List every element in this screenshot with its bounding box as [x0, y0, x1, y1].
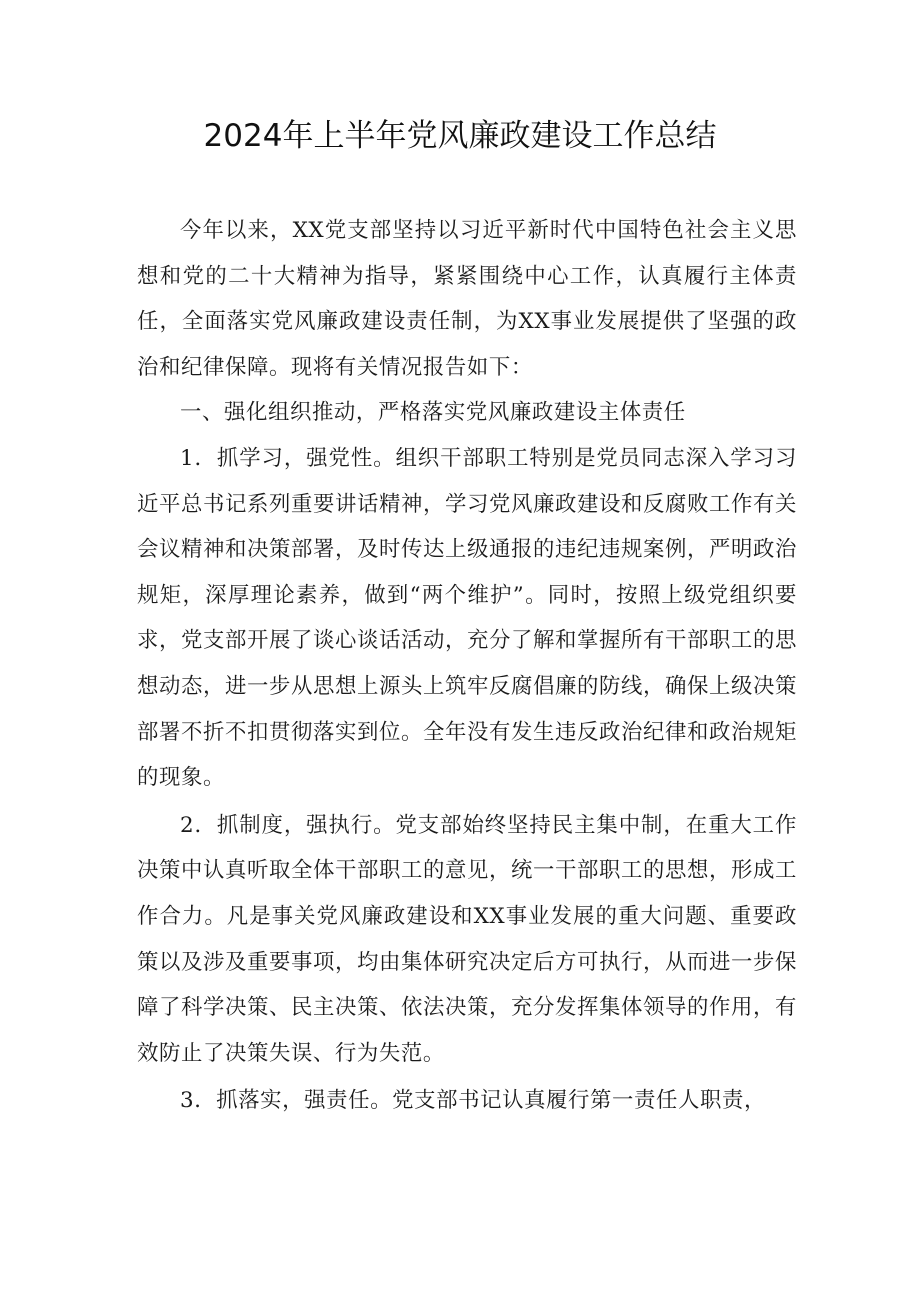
paragraph-item-2: 2．抓制度，强执行。党支部始终坚持民主集中制，在重大工作决策中认真听取全体干部职工的意见，统一干部职工的思想，形成工作合力。凡是事关党风廉政建设和XX事业发展的重大问题、重要政策以及涉及重要事项，均由集体研究决定后方可执行，从而进一步保障了科学决策、民主决策、依法决策，充分发挥集体领导的作用，有效防止了决策失误、行为失范。: [137, 812, 797, 1066]
paragraph-item-3: 3．抓落实，强责任。党支部书记认真履行第一责任人职责，: [180, 1088, 766, 1114]
paragraph-item-1: 1．抓学习，强党性。组织干部职工特别是党员同志深入学习习近平总书记系列重要讲话精神，学习党风廉政建设和反腐败工作有关会议精神和决策部署，及时传达上级通报的违纪违规案例，严明政治规矩，深厚理论素养，做到“两个维护”。同时，按照上级党组织要求，党支部开展了谈心谈话活动，充分了解和掌握所有干部职工的思想动态，进一步从思想上源头上筑牢反腐倡廉的防线，确保上级决策部署不折不扣贯彻落实到位。全年没有发生违反政治纪律和政治规矩的现象。: [137, 445, 797, 791]
document-body: [137, 208, 797, 1124]
paragraph-intro: 今年以来，XX党支部坚持以习近平新时代中国特色社会主义思想和党的二十大精神为指导，紧紧围绕中心工作，认真履行主体责任，全面落实党风廉政建设责任制，为XX事业发展提供了坚强的政治和纪律保障。现将有关情况报告如下：: [137, 218, 797, 380]
section-heading-1: 一、强化组织推动，严格落实党风廉政建设主体责任: [180, 400, 686, 426]
document-title: 2024年上半年党风廉政建设工作总结: [203, 118, 717, 154]
